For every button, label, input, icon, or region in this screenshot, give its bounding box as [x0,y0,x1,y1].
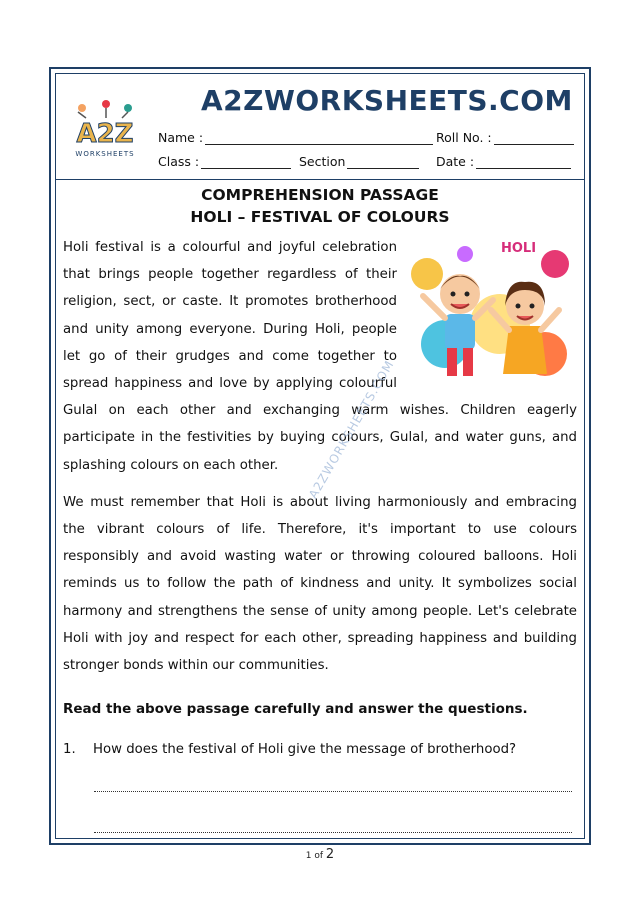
worksheet-header [56,74,584,180]
answer-line-1[interactable] [94,791,572,792]
section-label: Section [299,154,346,169]
roll-blank[interactable] [494,132,574,145]
name-label: Name : [158,130,204,145]
name-field[interactable] [158,130,433,145]
a2z-logo-icon [66,96,144,162]
name-blank[interactable] [205,132,433,145]
svg-text:HOLI: HOLI [501,241,537,256]
answer-line-2[interactable] [94,832,572,833]
date-blank[interactable] [476,156,571,169]
class-blank[interactable] [201,156,291,169]
page-prefix: 1 of [305,851,324,861]
passage-title [56,184,584,228]
class-label: Class : [158,154,200,169]
passage-paragraph-2: We must remember that Holi is about living harmoniously and embracing the vibrant colours of life. Therefore, it's important to use colours responsibly and avoid wasting water or throwing coloured balloons. Holi reminds us to follow the path of kindness and unity. It symbolizes social harmony and strengthens the sense of unity among people. Let's celebrate Holi with joy and respect for each other, spreading happiness and building stronger bonds within our communities. [63,494,577,674]
page-number [0,847,640,862]
roll-label: Roll No. : [436,130,492,145]
instruction-text: Read the above passage carefully and answer the questions. [63,701,528,717]
title-line-2: HOLI – FESTIVAL OF COLOURS [190,208,450,226]
question-1 [63,742,516,757]
question-number: 1. [63,742,76,757]
svg-text:A2Z: A2Z [76,119,134,149]
class-field[interactable] [158,154,291,169]
worksheet-inner-border [55,73,585,839]
section-field[interactable] [299,154,419,169]
date-field[interactable] [436,154,571,169]
passage [63,234,577,679]
site-title: A2ZWORKSHEETS.COM [201,84,573,117]
date-label: Date : [436,154,475,169]
worksheet-frame [49,67,591,845]
holi-children-illustration-icon [405,234,577,394]
page-total: 2 [325,847,335,862]
passage-paragraph-1: Holi festival is a colourful and joyful celebration that brings people together regardless of their religion, sect, or caste. It promotes brotherhood and unity among everyone. During Holi, people let go of their grudges and come together to spread happiness and love by applying colourful Gulal on each other and exchanging warm wishes. Children eagerly participate in the festivities by buying colours, Gulal, and water guns, and splashing colours on each other. [63,240,577,473]
question-text: How does the festival of Holi give the message of brotherhood? [93,742,517,757]
title-line-1: COMPREHENSION PASSAGE [201,186,439,204]
section-blank[interactable] [347,156,419,169]
watermark: A2ZWORKSHEETS.COM [306,357,397,501]
roll-field[interactable] [436,130,574,145]
svg-text:WORKSHEETS: WORKSHEETS [75,150,135,158]
